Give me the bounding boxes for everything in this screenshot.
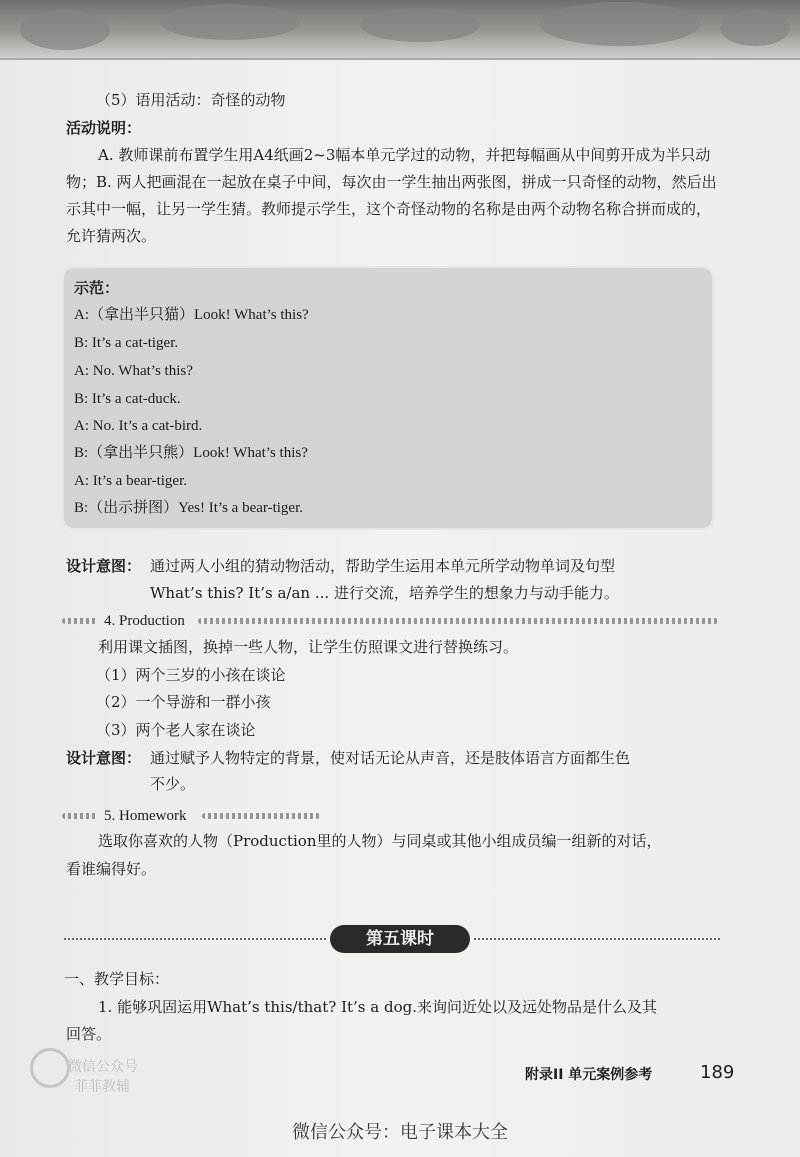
demo-line: B: It’s a cat-duck. [74, 391, 181, 407]
wavy-rule [198, 618, 718, 624]
activity-desc-title: 活动说明： [66, 119, 142, 137]
watermark [30, 1048, 145, 1098]
section-title-badge: 第五课时 [330, 925, 470, 953]
section-divider-left [64, 938, 326, 940]
production-item: （1）两个三岁的小孩在谈论 [96, 666, 286, 684]
wavy-rule [62, 618, 98, 624]
design-intent-label: 设计意图： [66, 557, 142, 575]
bottom-caption: 微信公众号：电子课本大全 [292, 1122, 508, 1143]
design-intent-label: 设计意图： [66, 749, 142, 767]
design-intent-line: 通过赋予人物特定的背景，使对话无论从声音，还是肢体语言方面都生色 [150, 749, 631, 767]
homework-line: 看谁编得好。 [66, 860, 157, 878]
wavy-rule [62, 813, 98, 819]
production-item: （3）两个老人家在谈论 [96, 721, 256, 739]
activity-description: A. 教师课前布置学生用A4纸画2~3幅本单元学过的动物，并把每幅画从中间剪开成为半只动物；B. 两人把画混在一起放在桌子中间，每次由一学生抽出两张图，拼成一只奇怪的动物，然后出示其中一幅，让另一学生猜。教师提示学生，这个奇怪动物的名称是由两个动物名称合拼而成的，允许猜两次。 [66, 146, 717, 245]
design-intent-line: 通过两人小组的猜动物活动，帮助学生运用本单元所学动物单词及句型 [150, 557, 616, 575]
teaching-goal-line: 1. 能够巩固运用What’s this/that? It’s a dog.来询问近处以及远处物品是什么及其 [98, 998, 657, 1016]
production-item: （2）一个导游和一群小孩 [96, 693, 271, 711]
running-footer: 附录II 单元案例参考 [525, 1067, 653, 1083]
demo-line: A: No. What’s this? [74, 363, 193, 379]
demo-line: A: No. It’s a cat-bird. [74, 418, 203, 434]
homework-heading: 5. Homework [104, 808, 187, 824]
design-intent-line: What’s this? It’s a/an ... 进行交流，培养学生的想象力与动手能力。 [150, 584, 619, 602]
wavy-rule [202, 813, 320, 819]
demo-line: B:（出示拼图）Yes! It’s a bear-tiger. [74, 500, 303, 516]
demo-line: A: It’s a bear-tiger. [74, 473, 187, 489]
design-intent-line: 不少。 [150, 775, 196, 793]
teaching-goals-heading: 一、教学目标： [64, 970, 170, 988]
watermark-logo-icon [30, 1048, 70, 1088]
section-divider-right [474, 938, 720, 940]
demo-line: B: It’s a cat-tiger. [74, 335, 179, 351]
watermark-text: 微信公众号 [68, 1059, 138, 1075]
page-number: 189 [700, 1062, 735, 1083]
demo-line: B:（拿出半只熊）Look! What’s this? [74, 445, 308, 461]
production-intro: 利用课文插图，换掉一些人物，让学生仿照课文进行替换练习。 [98, 638, 519, 656]
watermark-text: 菲菲教辅 [74, 1079, 130, 1095]
activity-heading: （5）语用活动：奇怪的动物 [96, 91, 286, 109]
teaching-goal-line: 回答。 [66, 1025, 112, 1043]
demo-line: A:（拿出半只猫）Look! What’s this? [74, 307, 309, 323]
demo-title: 示范： [74, 279, 120, 297]
homework-line: 选取你喜欢的人物（Production里的人物）与同桌或其他小组成员编一组新的对话， [98, 832, 662, 850]
production-heading: 4. Production [104, 613, 185, 629]
top-illustration-banner [0, 0, 800, 60]
